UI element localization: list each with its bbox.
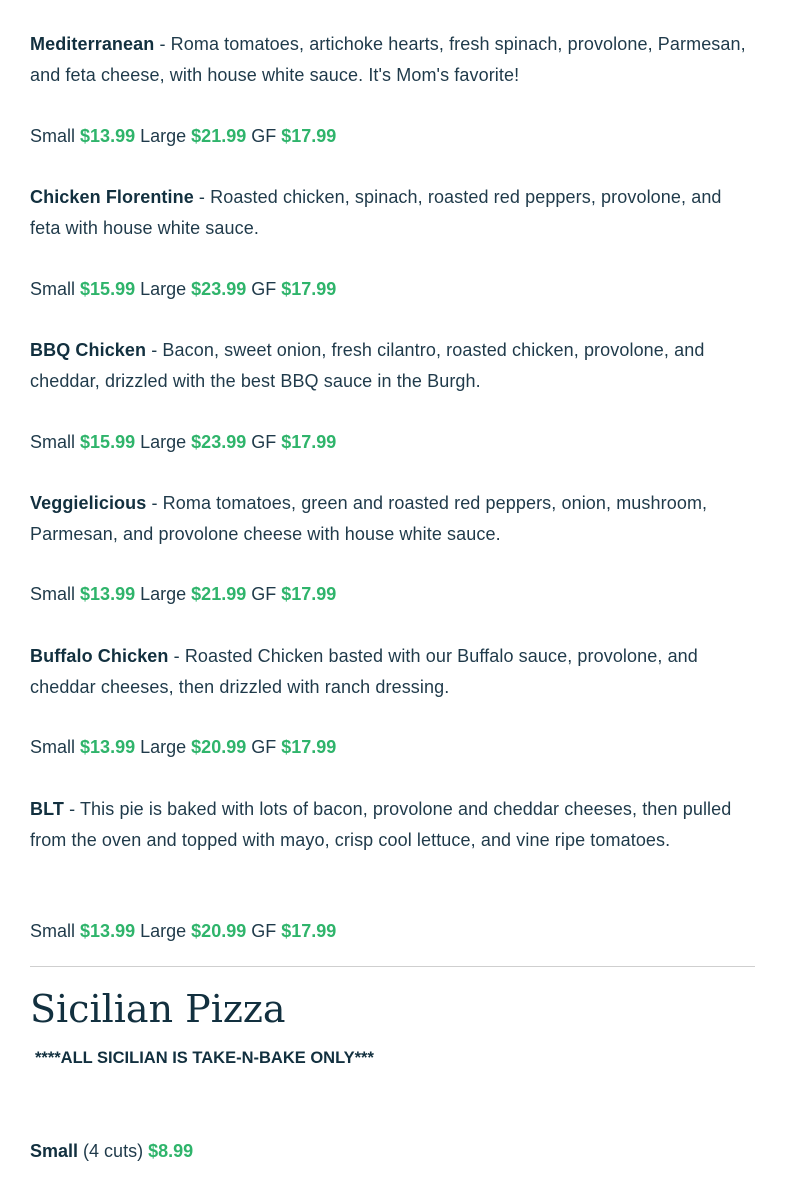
price-row-mediterranean: [30, 121, 336, 151]
menu-item-veggielicious: [30, 488, 755, 549]
large-price: $21.99: [191, 584, 247, 604]
item-separator: -: [168, 646, 185, 666]
gf-label: GF: [251, 921, 277, 941]
menu-item-bbq-chicken: [30, 335, 755, 396]
small-label: Small: [30, 432, 76, 452]
item-description: Roma tomatoes, artichoke hearts, fresh spinach, provolone, Parmesan, and feta cheese, with house white sauce. It's Mom's favorite!: [30, 34, 746, 85]
item-separator: -: [154, 34, 171, 54]
large-price: $23.99: [191, 432, 247, 452]
gf-label: GF: [251, 584, 277, 604]
item-name: BBQ Chicken: [30, 340, 147, 360]
section-title-sicilian: Sicilian Pizza: [30, 987, 286, 1031]
item-separator: -: [193, 187, 211, 207]
gf-price: $17.99: [281, 279, 337, 299]
item-description: This pie is baked with lots of bacon, provolone and cheddar cheeses, then pulled from the oven and topped with mayo, crisp cool lettuce, and vine ripe tomatoes.: [30, 799, 732, 850]
size-price: $8.99: [148, 1141, 194, 1161]
menu-item-blt: [30, 794, 755, 855]
gf-label: GF: [251, 432, 277, 452]
menu-item-mediterranean: [30, 29, 755, 90]
large-label: Large: [140, 432, 187, 452]
price-row-chicken-florentine: [30, 274, 336, 304]
large-label: Large: [140, 921, 187, 941]
small-label: Small: [30, 584, 76, 604]
item-separator: -: [146, 340, 163, 360]
small-price: $15.99: [80, 279, 136, 299]
item-description: Roma tomatoes, green and roasted red peppers, onion, mushroom, Parmesan, and provolone cheese with house white sauce.: [30, 493, 708, 544]
item-description: Roasted Chicken basted with our Buffalo sauce, provolone, and cheddar cheeses, then drizzled with ranch dressing.: [30, 646, 698, 697]
large-label: Large: [140, 584, 187, 604]
item-name: Buffalo Chicken: [30, 646, 169, 666]
sicilian-small-row: [30, 1136, 193, 1166]
item-name: Chicken Florentine: [30, 187, 194, 207]
gf-price: $17.99: [281, 584, 337, 604]
large-price: $20.99: [191, 921, 247, 941]
small-price: $13.99: [80, 921, 136, 941]
small-price: $15.99: [80, 432, 136, 452]
large-price: $21.99: [191, 126, 247, 146]
small-label: Small: [30, 126, 76, 146]
gf-price: $17.99: [281, 432, 337, 452]
price-row-blt: [30, 916, 336, 946]
large-label: Large: [140, 279, 187, 299]
size-label: Small: [30, 1141, 79, 1161]
gf-price: $17.99: [281, 126, 337, 146]
large-price: $23.99: [191, 279, 247, 299]
item-separator: -: [63, 799, 80, 819]
gf-price: $17.99: [281, 737, 337, 757]
section-divider: [30, 966, 755, 967]
gf-label: GF: [251, 279, 277, 299]
small-label: Small: [30, 737, 76, 757]
small-price: $13.99: [80, 584, 136, 604]
item-description: Bacon, sweet onion, fresh cilantro, roasted chicken, provolone, and cheddar, drizzled with the best BBQ sauce in the Burgh.: [30, 340, 705, 391]
small-label: Small: [30, 921, 76, 941]
gf-label: GF: [251, 737, 277, 757]
menu-item-buffalo-chicken: [30, 641, 755, 702]
price-row-veggielicious: [30, 579, 336, 609]
cuts-count: (4 cuts): [83, 1141, 144, 1161]
item-name: Veggielicious: [30, 493, 147, 513]
item-name: BLT: [30, 799, 64, 819]
small-price: $13.99: [80, 126, 136, 146]
price-row-buffalo-chicken: [30, 732, 336, 762]
large-label: Large: [140, 737, 187, 757]
gf-label: GF: [251, 126, 277, 146]
gf-price: $17.99: [281, 921, 337, 941]
small-label: Small: [30, 279, 76, 299]
large-label: Large: [140, 126, 187, 146]
menu-item-chicken-florentine: [30, 182, 755, 243]
sicilian-notice: ****ALL SICILIAN IS TAKE-N-BAKE ONLY***: [35, 1049, 374, 1067]
item-description: Roasted chicken, spinach, roasted red peppers, provolone, and feta with house white sauce.: [30, 187, 722, 238]
item-name: Mediterranean: [30, 34, 155, 54]
large-price: $20.99: [191, 737, 247, 757]
small-price: $13.99: [80, 737, 136, 757]
price-row-bbq-chicken: [30, 427, 336, 457]
item-separator: -: [146, 493, 163, 513]
